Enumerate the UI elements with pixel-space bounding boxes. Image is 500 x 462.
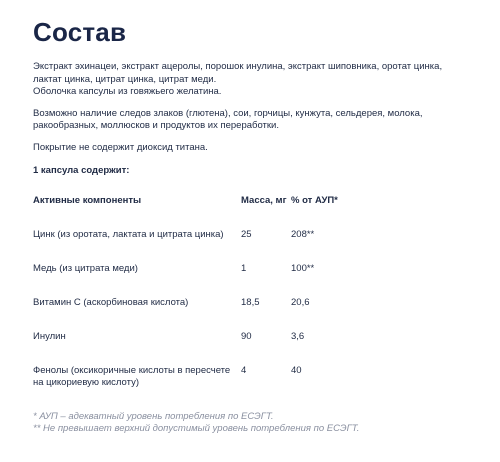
- row-percent: 20,6: [291, 296, 310, 308]
- composition-text: [33, 61, 473, 99]
- footnotes: [33, 411, 473, 436]
- capsule-shell-note: Оболочка капсулы из говяжьего желатина.: [33, 86, 222, 97]
- header-components: Активные компоненты: [33, 194, 142, 206]
- row-component: Инулин: [33, 330, 66, 342]
- row-component: Медь (из цитрата меди): [33, 262, 138, 274]
- nutrient-table: [33, 195, 351, 405]
- row-component: Витамин С (аскорбиновая кислота): [33, 296, 189, 308]
- row-mass: 90: [241, 330, 252, 342]
- page-title: Состав: [33, 17, 127, 47]
- row-component: Фенолы (оксикоричные кислоты в пересчете на цикориевую кислоту): [33, 364, 231, 388]
- row-component: Цинк (из оротата, лактата и цитрата цинка): [33, 228, 224, 240]
- row-percent: 40: [291, 364, 302, 376]
- coating-note: Покрытие не содержит диоксид титана.: [33, 141, 208, 153]
- header-mass: Масса, мг: [241, 194, 287, 206]
- footnote-aup: * АУП – адекватный уровень потребления по ЕСЭГТ.: [33, 410, 274, 422]
- ingredients-list: Экстракт эхинацеи, экстракт ацеролы, порошок инулина, экстракт шиповника, оротат цинка, лактат цинка, цитрат цинка, цитрат меди.: [33, 61, 443, 85]
- table-row: [33, 263, 351, 297]
- per-capsule-heading: 1 капсула содержит:: [33, 165, 130, 176]
- composition-section: [33, 0, 473, 436]
- header-percent: % от АУП*: [291, 194, 338, 206]
- table-row: [33, 229, 351, 263]
- row-percent: 3,6: [291, 330, 305, 342]
- table-row: [33, 365, 351, 405]
- row-percent: 208**: [291, 228, 315, 240]
- row-mass: 1: [241, 262, 247, 274]
- table-header-row: [33, 195, 351, 229]
- table-row: [33, 331, 351, 365]
- row-mass: 25: [241, 228, 252, 240]
- row-mass: 18,5: [241, 296, 260, 308]
- row-mass: 4: [241, 364, 247, 376]
- allergen-note: Возможно наличие следов злаков (глютена), сои, горчицы, кунжута, сельдерея, молока, ракообразных, моллюсков и продуктов их переработки.: [33, 107, 423, 131]
- table-row: [33, 297, 351, 331]
- row-percent: 100**: [291, 262, 315, 274]
- footnote-upper-limit: ** Не превышает верхний допустимый уровень потребления по ЕСЭГТ.: [33, 423, 360, 434]
